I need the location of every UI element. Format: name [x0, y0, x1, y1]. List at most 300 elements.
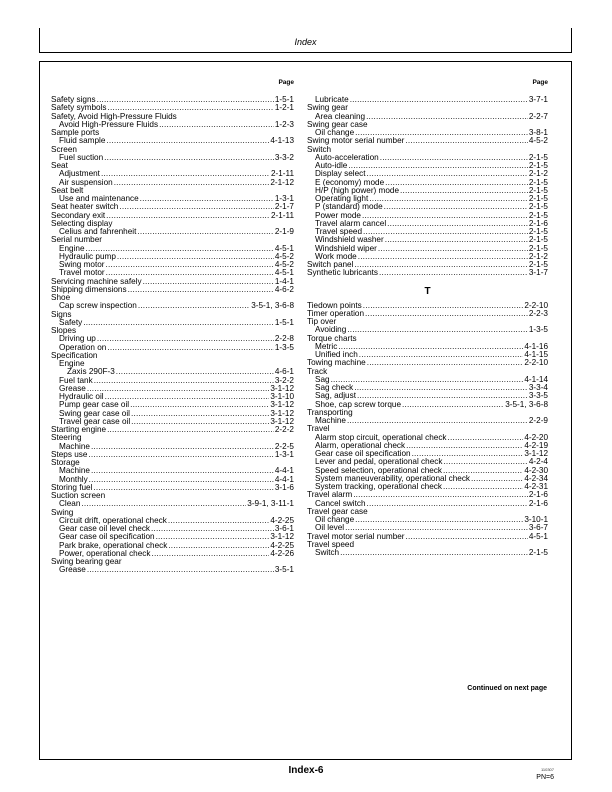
index-page-ref: 4-2-34 — [524, 474, 548, 483]
index-entry — [51, 533, 294, 541]
index-entry — [51, 360, 294, 368]
index-entry — [307, 409, 548, 417]
index-entry — [307, 154, 548, 162]
index-page-ref: 2-1-11 — [270, 170, 294, 179]
index-term: Sample ports — [51, 129, 100, 137]
index-page-ref: 3-5-1, 3-6-8 — [505, 400, 548, 409]
index-page-ref: 2-1-5 — [528, 244, 548, 253]
index-entry — [307, 162, 548, 170]
dot-leader — [443, 467, 523, 475]
index-entry — [307, 458, 548, 466]
index-entry — [51, 286, 294, 294]
index-term: Steering — [51, 434, 82, 443]
index-page-ref: 3-6-7 — [528, 524, 548, 533]
index-page-ref: 4-5-2 — [528, 137, 548, 146]
dot-leader — [114, 179, 270, 187]
index-entry — [307, 442, 548, 450]
index-term: Machine — [315, 417, 346, 425]
index-entry — [51, 476, 294, 484]
index-entry — [51, 179, 294, 187]
index-term: Avoiding — [315, 326, 347, 335]
index-entry — [51, 203, 294, 211]
index-term: Travel gear case — [307, 507, 368, 516]
right-index-list-bottom — [307, 302, 548, 558]
index-term: Swing gear case oil — [59, 409, 130, 418]
index-term: Synthetic lubricants — [307, 269, 378, 278]
index-page-ref: 2-2-3 — [528, 309, 548, 318]
index-term: Travel alarm cancel — [315, 219, 387, 228]
index-entry — [51, 162, 294, 170]
index-page-ref: 2-1-6 — [528, 219, 548, 228]
index-term: Safety — [59, 318, 83, 327]
index-page-ref: 2-1-5 — [528, 203, 548, 212]
index-term: Unified inch — [315, 351, 358, 359]
index-term: Travel gear case oil — [59, 417, 131, 426]
index-term: Safety, Avoid High-Pressure Fluids — [51, 112, 177, 121]
index-page-ref: 4-2-25 — [270, 516, 294, 525]
index-term: Auto-acceleration — [315, 153, 379, 162]
dot-leader — [101, 170, 270, 178]
continued-note: Continued on next page — [467, 685, 547, 692]
right-column — [307, 79, 548, 557]
index-entry — [51, 500, 294, 508]
left-page-heading: Page — [278, 79, 294, 86]
index-entry — [307, 269, 548, 277]
index-entry — [51, 434, 294, 442]
index-page-ref: 1-3-1 — [274, 450, 294, 459]
index-entry — [51, 542, 294, 550]
index-entry — [307, 425, 548, 433]
dot-leader — [379, 269, 528, 277]
dot-leader — [331, 376, 524, 384]
index-entry — [307, 179, 548, 187]
index-entry — [307, 368, 548, 376]
index-term: Monthly — [59, 475, 88, 484]
index-term: Use and maintenance — [59, 195, 139, 203]
index-term: Selecting display — [51, 219, 113, 228]
dot-leader — [338, 343, 523, 351]
index-term: Torque charts — [307, 334, 357, 343]
index-entry — [51, 344, 294, 352]
index-term: Windshield washer — [315, 236, 384, 245]
dot-leader — [107, 426, 274, 434]
index-entry — [307, 129, 548, 137]
dot-leader — [168, 517, 269, 525]
index-page-ref: 4-6-1 — [274, 368, 294, 377]
dot-leader — [366, 113, 528, 121]
index-entry — [51, 327, 294, 335]
index-page-ref: 2-1-9 — [274, 228, 294, 236]
index-entry — [307, 318, 548, 326]
index-term: Switch — [307, 145, 332, 154]
index-page-ref: 2-1-5 — [528, 228, 548, 236]
index-page-ref: 2-1-5 — [528, 195, 548, 203]
index-page-ref: 2-1-5 — [528, 211, 548, 220]
dot-leader — [159, 121, 274, 129]
index-entry — [307, 170, 548, 178]
dot-leader — [140, 195, 274, 203]
index-entry — [51, 212, 294, 220]
index-entry — [307, 467, 548, 475]
index-term: Fuel suction — [59, 153, 104, 162]
index-entry — [51, 113, 294, 121]
dot-leader — [367, 359, 524, 367]
index-entry — [307, 541, 548, 549]
index-entry — [51, 253, 294, 261]
index-entry — [307, 245, 548, 253]
dot-leader — [87, 385, 269, 393]
index-term: Swing gear case — [307, 120, 368, 129]
index-page-ref: 4-2-30 — [524, 466, 548, 475]
dot-leader — [406, 442, 523, 450]
index-page-ref: 2-2-10 — [524, 301, 548, 310]
index-term: Swing motor serial number — [307, 137, 405, 146]
index-term: Travel speed — [315, 228, 363, 236]
index-entry — [307, 359, 548, 367]
index-term: Grease — [59, 384, 86, 393]
index-term: Display select — [315, 170, 366, 179]
index-term: Shipping dimensions — [51, 285, 127, 294]
index-page-ref: 1-5-1 — [274, 318, 294, 327]
dot-leader — [91, 443, 274, 451]
index-page-ref: 3-1-6 — [274, 483, 294, 492]
index-entry — [51, 129, 294, 137]
index-term: Celius and fahrenheit — [59, 228, 137, 236]
index-entry — [51, 484, 294, 492]
index-entry — [307, 376, 548, 384]
footer-code: 110307 — [540, 767, 554, 772]
index-term: Seat heater switch — [51, 203, 119, 212]
index-term: Track — [307, 367, 328, 376]
dot-leader — [143, 278, 274, 286]
index-term: Gear case oil specification — [59, 533, 155, 542]
index-term: Swing — [51, 508, 74, 517]
index-page-ref: 2-1-5 — [528, 236, 548, 245]
dot-leader — [94, 377, 274, 385]
index-term: Circuit drift, operational check — [59, 516, 167, 525]
index-page-ref: 4-5-2 — [274, 252, 294, 261]
index-term: Seat belt — [51, 186, 84, 195]
dot-leader — [354, 384, 528, 392]
index-entry — [51, 294, 294, 302]
index-page-ref: 2-1-5 — [528, 178, 548, 187]
index-page-ref: 3-10-1 — [524, 516, 548, 524]
index-page-ref: 3-5-1, 3-6-8 — [251, 302, 294, 311]
index-entry — [51, 401, 294, 409]
index-entry — [51, 302, 294, 310]
index-page-ref: 2-1-7 — [274, 203, 294, 212]
index-term: Fuel tank — [59, 376, 93, 385]
index-term: H/P (high power) mode — [315, 186, 400, 195]
footer-pn: PN=6 — [536, 774, 554, 781]
index-entry — [307, 121, 548, 129]
index-entry — [307, 137, 548, 145]
index-term: P (standard) mode — [315, 203, 383, 212]
index-term: Driving up — [59, 335, 96, 344]
index-term: Hydraulic oil — [59, 393, 104, 401]
index-term: Steps use — [51, 450, 88, 459]
index-term: Park brake, operational check — [59, 541, 168, 550]
index-term: Safety signs — [51, 96, 96, 104]
index-term: Pump gear case oil — [59, 401, 130, 410]
index-entry — [51, 319, 294, 327]
index-entry — [307, 302, 548, 310]
dot-leader — [358, 253, 528, 261]
dot-leader — [359, 351, 524, 359]
index-term: Lever and pedal, operational check — [315, 458, 443, 467]
dot-leader — [137, 228, 273, 236]
dot-leader — [350, 96, 528, 104]
dot-leader — [355, 516, 523, 524]
index-term: Towing machine — [307, 359, 366, 368]
dot-leader — [384, 203, 528, 211]
index-page-ref: 1-3-5 — [274, 343, 294, 352]
index-entry — [307, 236, 548, 244]
index-term: Screen — [51, 145, 77, 154]
index-entry — [307, 310, 548, 318]
index-entry — [307, 475, 548, 483]
dot-leader — [406, 533, 528, 541]
left-column — [51, 79, 294, 575]
dot-leader — [353, 491, 528, 499]
index-term: Work mode — [315, 252, 357, 261]
index-page-ref: 2-1-12 — [270, 178, 294, 187]
index-page-ref: 4-1-13 — [270, 137, 294, 146]
dot-leader — [156, 533, 270, 541]
index-page-ref: 4-4-1 — [274, 467, 294, 476]
index-page-ref: 2-1-5 — [528, 186, 548, 195]
index-entry — [51, 385, 294, 393]
index-page-ref: 2-2-8 — [274, 335, 294, 344]
index-entry — [307, 417, 548, 425]
index-term: Sag — [315, 375, 330, 384]
index-term: Tiedown points — [307, 301, 362, 310]
dot-leader — [105, 393, 270, 401]
index-entry — [51, 104, 294, 112]
index-entry — [307, 96, 548, 104]
dot-leader — [107, 344, 274, 352]
index-page-ref: 2-2-10 — [524, 359, 548, 368]
index-page-ref: 1-2-3 — [274, 120, 294, 129]
index-entry — [51, 220, 294, 228]
dot-leader — [348, 162, 528, 170]
index-page-ref: 4-5-2 — [274, 261, 294, 269]
dot-leader — [357, 392, 528, 400]
index-term: Safety symbols — [51, 104, 107, 113]
index-term: Storage — [51, 459, 80, 467]
index-term: Starting engine — [51, 426, 107, 434]
index-term: Gear case oil specification — [315, 450, 411, 458]
index-page-ref: 2-1-6 — [528, 499, 548, 508]
index-page-ref: 4-2-31 — [524, 483, 548, 491]
index-entry — [51, 187, 294, 195]
index-entry — [307, 326, 548, 334]
index-entry — [51, 550, 294, 558]
dot-leader — [347, 326, 528, 334]
footer-page-label: Index-6 — [288, 765, 324, 776]
index-entry — [307, 104, 548, 112]
index-page-ref: 3-3-5 — [528, 392, 548, 401]
index-entry — [51, 269, 294, 277]
index-term: Oil change — [315, 129, 355, 137]
index-term: Clean — [59, 500, 81, 509]
dot-leader — [119, 203, 274, 211]
dot-leader — [443, 483, 523, 491]
index-entry — [51, 377, 294, 385]
header-box — [39, 28, 572, 53]
index-entry — [307, 146, 548, 154]
dot-leader — [380, 154, 528, 162]
dot-leader — [340, 549, 528, 557]
index-term: Machine — [59, 467, 90, 476]
index-term: Oil level — [315, 524, 345, 533]
index-entry — [307, 450, 548, 458]
dot-leader — [97, 335, 274, 343]
index-page-ref: 2-1-5 — [528, 261, 548, 269]
section-letter: T — [424, 285, 431, 297]
index-entry — [307, 203, 548, 211]
index-term: Lubricate — [315, 96, 349, 104]
index-page-ref: 1-3-5 — [528, 326, 548, 335]
index-term: Windshield wiper — [315, 244, 377, 253]
index-entry — [307, 335, 548, 343]
index-term: Oil change — [315, 516, 355, 524]
index-entry — [307, 261, 548, 269]
index-page-ref: 1-5-1 — [274, 96, 294, 104]
index-page-ref: 2-1-5 — [528, 162, 548, 170]
right-index-list-top — [307, 96, 548, 278]
index-entry — [51, 96, 294, 104]
dot-leader — [471, 475, 523, 483]
index-entry — [51, 154, 294, 162]
index-term: Swing gear — [307, 104, 348, 113]
index-term: Storing fuel — [51, 483, 93, 492]
index-page-ref: 2-2-2 — [274, 426, 294, 434]
right-page-heading: Page — [532, 79, 548, 86]
index-entry — [307, 392, 548, 400]
dot-leader — [387, 220, 528, 228]
index-page-ref: 2-1-6 — [528, 491, 548, 500]
index-page-ref: 2-1-5 — [528, 549, 548, 557]
dot-leader — [355, 129, 528, 137]
index-entry — [51, 170, 294, 178]
dot-leader — [151, 525, 274, 533]
dot-leader — [89, 476, 274, 484]
index-entry — [51, 443, 294, 451]
index-page-ref: 2-1-2 — [528, 252, 548, 261]
index-entry — [307, 549, 548, 557]
index-term: Avoid High-Pressure Fluids — [59, 120, 159, 129]
index-term: Serial number — [51, 236, 102, 245]
index-page-ref: 3-9-1, 3-11-1 — [247, 500, 294, 509]
index-term: Signs — [51, 310, 72, 319]
index-term: Alarm stop circuit, operational check — [315, 433, 447, 442]
index-page-ref: 1-2-1 — [274, 104, 294, 113]
index-term: Swing motor — [59, 261, 105, 269]
dot-leader — [400, 187, 528, 195]
index-entry — [51, 335, 294, 343]
index-term: Tip over — [307, 318, 337, 326]
index-entry — [307, 253, 548, 261]
index-entry — [307, 212, 548, 220]
header-title: Index — [294, 37, 317, 47]
index-entry — [307, 384, 548, 392]
index-page-ref: 4-5-1 — [528, 532, 548, 541]
index-entry — [307, 500, 548, 508]
index-entry — [307, 491, 548, 499]
dot-leader — [369, 195, 528, 203]
dot-leader — [83, 319, 274, 327]
dot-leader — [347, 417, 528, 425]
index-entry — [51, 236, 294, 244]
dot-leader — [168, 542, 269, 550]
index-page-ref: 4-2-4 — [528, 458, 548, 467]
index-term: Machine — [59, 442, 90, 451]
index-page-ref: 1-3-1 — [274, 195, 294, 203]
dot-leader — [116, 368, 274, 376]
dot-leader — [106, 261, 274, 269]
dot-leader — [385, 179, 528, 187]
index-page-ref: 4-2-26 — [270, 549, 294, 558]
index-term: Suction screen — [51, 492, 106, 500]
index-term: Auto-idle — [315, 162, 348, 170]
index-term: Hydraulic pump — [59, 252, 116, 261]
index-term: Secondary exit — [51, 211, 106, 220]
index-entry — [51, 393, 294, 401]
index-page-ref: 4-2-20 — [524, 433, 548, 442]
index-entry — [51, 261, 294, 269]
index-page-ref: 3-1-12 — [270, 401, 294, 410]
dot-leader — [378, 245, 528, 253]
dot-leader — [128, 286, 274, 294]
index-term: Seat — [51, 162, 68, 170]
dot-leader — [131, 410, 269, 418]
index-entry — [51, 509, 294, 517]
dot-leader — [106, 212, 270, 220]
index-page-ref: 3-2-2 — [274, 376, 294, 385]
index-term: Cancel switch — [315, 499, 366, 508]
index-page-ref: 2-1-11 — [270, 211, 294, 220]
index-page-ref: 3-1-12 — [270, 384, 294, 393]
dot-leader — [106, 269, 274, 277]
index-page-ref: 4-5-1 — [274, 244, 294, 253]
index-term: Shoe, cap screw torque — [315, 400, 402, 409]
index-term: Travel speed — [307, 540, 355, 549]
index-page-ref: 3-1-12 — [270, 533, 294, 542]
dot-leader — [130, 401, 269, 409]
index-page-ref: 2-1-2 — [528, 170, 548, 179]
index-term: Travel alarm — [307, 491, 353, 500]
index-entry — [51, 418, 294, 426]
index-term: Speed selection, operational check — [315, 466, 442, 475]
dot-leader — [138, 302, 250, 310]
index-entry — [51, 195, 294, 203]
index-page-ref: 3-5-1 — [274, 566, 294, 575]
index-entry — [307, 483, 548, 491]
dot-leader — [81, 500, 246, 508]
dot-leader — [131, 418, 269, 426]
index-term: Servicing machine safely — [51, 277, 142, 286]
dot-leader — [104, 154, 274, 162]
index-entry — [51, 410, 294, 418]
index-entry — [51, 426, 294, 434]
index-term: Air suspension — [59, 178, 113, 187]
index-term: Zaxis 290F-3 — [67, 368, 115, 377]
index-page-ref: 4-6-2 — [274, 285, 294, 294]
index-term: Area cleaning — [315, 112, 366, 121]
dot-leader — [88, 451, 273, 459]
index-page-ref: 1-4-1 — [274, 277, 294, 286]
